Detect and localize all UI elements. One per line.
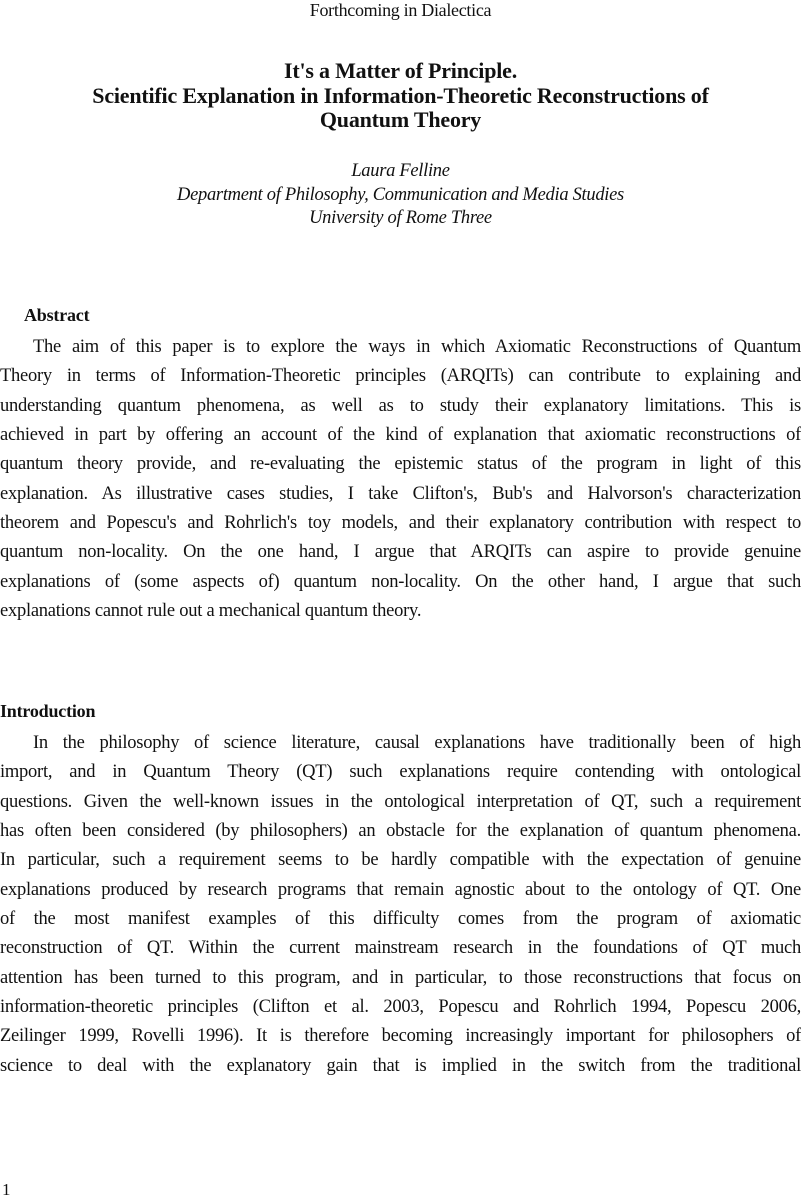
abstract-line: achieved in part by offering an account of the kind of explanation that axiomatic reconstructions of [0,425,801,446]
introduction-line: explanations produced by research programs that remain agnostic about to the ontology of QT. One [0,879,801,900]
paper-title [0,59,801,133]
abstract-line: understanding quantum phenomena, as well as to study their explanatory limitations. This is [0,395,801,416]
title-line: Scientific Explanation in Information-Theoretic Reconstructions of [92,82,709,108]
abstract-line: quantum non-locality. On the one hand, I argue that ARQITs can aspire to provide genuine [0,542,801,563]
introduction-line: reconstruction of QT. Within the current mainstream research in the foundations of QT much [0,938,801,959]
introduction-line: of the most manifest examples of this difficulty comes from the program of axiomatic [0,909,801,930]
abstract-line: explanations cannot rule out a mechanical quantum theory. [0,601,422,622]
introduction-line: Zeilinger 1999, Rovelli 1996). It is therefore becoming increasingly important for philosophers of [0,1026,801,1047]
author-university: University of Rome Three [309,208,492,228]
abstract-line: The aim of this paper is to explore the ways in which Axiomatic Reconstructions of Quantum [33,337,801,357]
abstract-line: quantum theory provide, and re-evaluating the epistemic status of the program in light of this [0,454,801,475]
introduction-line: has often been considered (by philosophers) an obstacle for the explanation of quantum phenomena. [0,821,801,842]
abstract-heading: Abstract [24,305,90,325]
introduction-line: science to deal with the explanatory gain that is implied in the switch from the traditional [0,1055,801,1076]
abstract-line: explanation. As illustrative cases studies, I take Clifton's, Bub's and Halvorson's characterization [0,483,801,504]
title-line: It's a Matter of Principle. [283,58,518,83]
author-block [0,160,801,231]
introduction-line: In the philosophy of science literature, causal explanations have traditionally been of high [33,733,801,753]
introduction-line: attention has been turned to this program, and in particular, to those reconstructions that focus on [0,967,801,988]
introduction-body [0,729,801,1081]
introduction-line: information-theoretic principles (Clifton et al. 2003, Popescu and Rohrlich 1994, Popescu 2006, [0,997,801,1018]
introduction-heading: Introduction [0,701,96,721]
introduction-line: In particular, such a requirement seems to be hardly compatible with the expectation of genuine [0,850,801,871]
abstract-line: Theory in terms of Information-Theoretic principles (ARQITs) can contribute to explaining and [0,366,801,387]
running-header: Forthcoming in Dialectica [309,0,492,20]
abstract-body [0,333,801,626]
introduction-line: import, and in Quantum Theory (QT) such explanations require contending with ontological [0,762,801,783]
page-number: 1 [2,1180,11,1199]
title-line: Quantum Theory [319,107,482,132]
abstract-line: explanations of (some aspects of) quantum non-locality. On the other hand, I argue that such [0,571,801,592]
introduction-line: questions. Given the well-known issues in the ontological interpretation of QT, such a requirement [0,791,801,812]
author-name: Laura Felline [351,161,450,181]
abstract-line: theorem and Popescu's and Rohrlich's toy models, and their explanatory contribution with respect to [0,513,801,534]
author-department: Department of Philosophy, Communication and Media Studies [177,184,624,205]
